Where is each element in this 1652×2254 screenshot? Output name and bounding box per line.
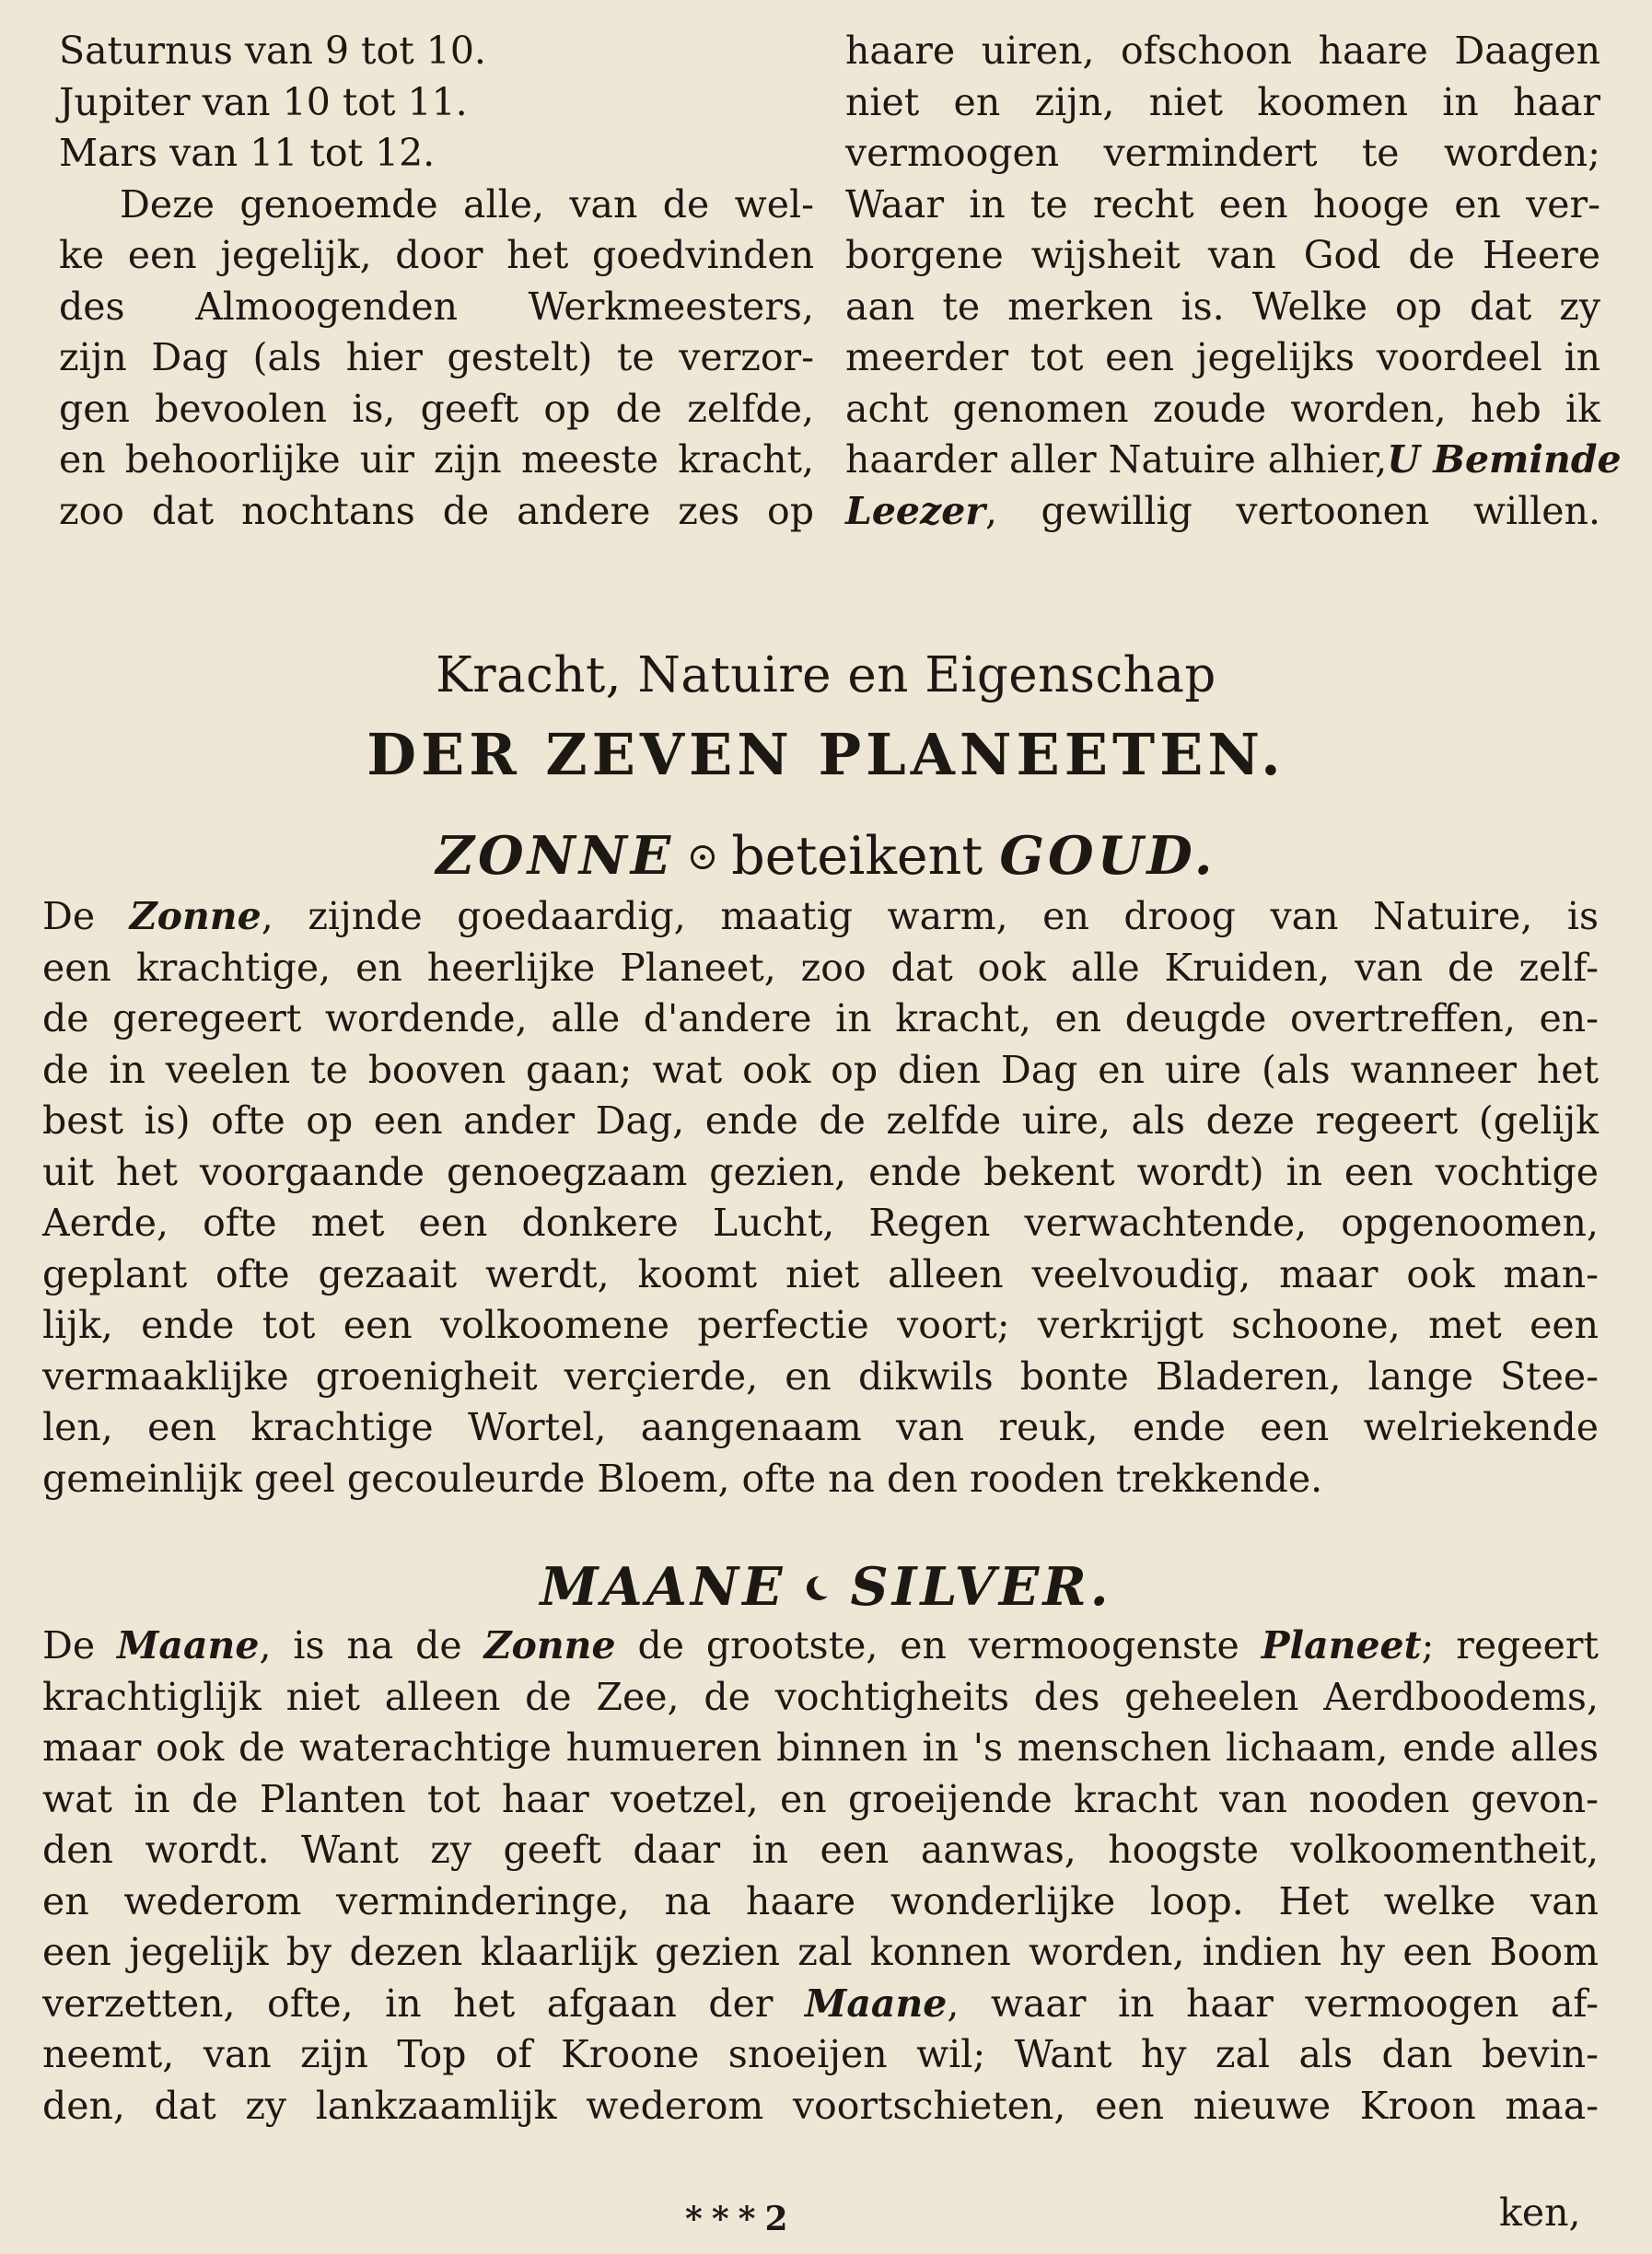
moon-symbol-icon xyxy=(807,1576,831,1600)
moon-heading xyxy=(0,1554,1652,1621)
section-heading: Kracht, Natuire en Eigenschap xyxy=(436,647,1216,703)
text-line: Mars van 11 tot 12. xyxy=(59,131,436,175)
italic-run: U Beminde xyxy=(1387,437,1622,482)
text-line: den, dat zy lankzaamlijk wederom voortschieten, een nieuwe Kroon maa- xyxy=(42,2083,1599,2128)
moon-paragraph xyxy=(42,1621,1599,2132)
text-line: gemeinlijk geel gecouleurde Bloem, ofte na den rooden trekkende. xyxy=(42,1456,1323,1501)
text-line: krachtiglijk niet alleen de Zee, de vochtigheits des geheelen Aerdboodems, xyxy=(42,1674,1599,1719)
text-line: vermaaklijke groenigheit verçierde, en dikwils bonte Bladeren, lange Stee- xyxy=(42,1354,1599,1399)
text-run: de grootste, en vermoogenste xyxy=(615,1623,1262,1667)
text-run: ; regeert xyxy=(1421,1623,1599,1667)
signature-mark: ***2 xyxy=(685,2200,797,2238)
text-line: de in veelen te booven gaan; wat ook op dien Dag en uire (als wanneer het xyxy=(42,1047,1599,1092)
text-run: , waar in haar vermoogen af- xyxy=(947,1981,1599,2026)
text-line: en wederom verminderinge, na haare wonderlijke loop. Het welke van xyxy=(42,1878,1599,1923)
text-run: , gewillig vertoonen willen. xyxy=(984,488,1600,533)
text-line xyxy=(42,1621,1599,1672)
text-line: geplant ofte gezaait werdt, koomt niet alleen veelvoudig, maar ook man- xyxy=(42,1251,1599,1296)
text-line: den wordt. Want zy geeft daar in een aanwas, hoogste volkoomentheit, xyxy=(42,1828,1599,1872)
text-run: , zijnde goedaardig, maatig warm, en droog van Natuire, is xyxy=(261,894,1599,938)
text-line: zijn Dag (als hier gestelt) te verzor- xyxy=(59,335,814,379)
gold-label: GOUD. xyxy=(999,825,1216,887)
text-line xyxy=(845,486,1600,538)
text-line: de geregeert wordende, alle d'andere in kracht, en deugde overtreffen, en- xyxy=(42,996,1599,1040)
italic-run: Maane xyxy=(804,1981,948,2026)
text-line: neemt, van zijn Top of Kroone snoeijen wil; Want hy zal als dan bevin- xyxy=(42,2032,1599,2076)
text-line: en behoorlijke uir zijn meeste kracht, xyxy=(59,437,814,482)
text-line: Jupiter van 10 tot 11. xyxy=(59,79,468,124)
sun-name: ZONNE xyxy=(436,825,675,887)
sun-paragraph xyxy=(42,891,1599,1505)
text-line: Waar in te recht een hooge en ver- xyxy=(845,181,1600,227)
text-line: een jegelijk by dezen klaarlijk gezien zal konnen worden, indien hy een Boom xyxy=(42,1930,1599,1974)
italic-run: Zonne xyxy=(129,894,262,938)
silver-label: SILVER. xyxy=(850,1556,1112,1618)
text-line: niet en zijn, niet koomen in haar xyxy=(845,79,1600,124)
text-line: zoo dat nochtans de andere zes op xyxy=(59,488,814,533)
text-line xyxy=(845,435,1622,486)
text-run: , is na de xyxy=(259,1623,484,1667)
sun-verb: beteikent xyxy=(731,826,983,887)
text-line: ke een jegelijk, door het goedvinden xyxy=(59,233,814,277)
text-line: Saturnus van 9 tot 10. xyxy=(59,29,486,73)
section-title: DER ZEVEN PLANEETEN. xyxy=(366,721,1286,788)
left-column xyxy=(59,26,814,537)
text-line: maar ook de waterachtige humueren binnen in 's menschen lichaam, ende alles xyxy=(42,1725,1599,1770)
text-line: best is) ofte op een ander Dag, ende de zelfde uire, als deze regeert (gelijk xyxy=(42,1098,1599,1143)
text-line: vermoogen vermindert te worden; xyxy=(845,131,1600,175)
text-line xyxy=(42,891,1599,943)
catchword: ken, xyxy=(1499,2190,1581,2235)
text-run: haarder aller Natuire alhier, xyxy=(845,437,1388,482)
text-line: aan te merken is. Welke op dat zy xyxy=(845,284,1600,329)
moon-name: MAANE xyxy=(540,1556,786,1618)
text-line: meerder tot een jegelijks voordeel in xyxy=(845,335,1600,379)
text-run: De xyxy=(42,1623,118,1667)
text-line: len, een krachtige Wortel, aangenaam van reuk, ende een welriekende xyxy=(42,1405,1599,1449)
text-line: een krachtige, en heerlijke Planeet, zoo dat ook alle Kruiden, van de zelf- xyxy=(42,945,1599,990)
text-line: haare uiren, ofschoon haare Daagen xyxy=(845,29,1600,73)
text-run: De xyxy=(42,894,130,938)
right-column xyxy=(845,26,1622,537)
text-line: lijk, ende tot een volkoomene perfectie voort; verkrijgt schoone, met een xyxy=(42,1303,1599,1347)
text-line: Aerde, ofte met een donkere Lucht, Regen verwachtende, opgenoomen, xyxy=(42,1201,1599,1245)
text-line: Deze genoemde alle, van de wel- xyxy=(120,181,814,227)
sun-heading xyxy=(0,823,1652,889)
text-line xyxy=(42,1979,1599,2030)
text-line: wat in de Planten tot haar voetzel, en groeijende kracht van nooden gevon- xyxy=(42,1776,1599,1821)
italic-run: Leezer xyxy=(845,488,985,533)
italic-run: Zonne xyxy=(483,1623,616,1667)
text-line: uit het voorgaande genoegzaam gezien, ende bekent wordt) in een vochtige xyxy=(42,1149,1599,1194)
text-line: gen bevoolen is, geeft op de zelfde, xyxy=(59,386,814,431)
sun-symbol-icon xyxy=(691,845,715,869)
text-line: borgene wijsheit van God de Heere xyxy=(845,233,1600,277)
italic-run: Maane xyxy=(117,1623,260,1667)
text-run: verzetten, ofte, in het afgaan der xyxy=(42,1981,805,2026)
text-line: des Almoogenden Werkmeesters, xyxy=(59,284,814,329)
italic-run: Planeet xyxy=(1261,1623,1422,1667)
text-line: acht genomen zoude worden, heb ik xyxy=(845,386,1600,431)
